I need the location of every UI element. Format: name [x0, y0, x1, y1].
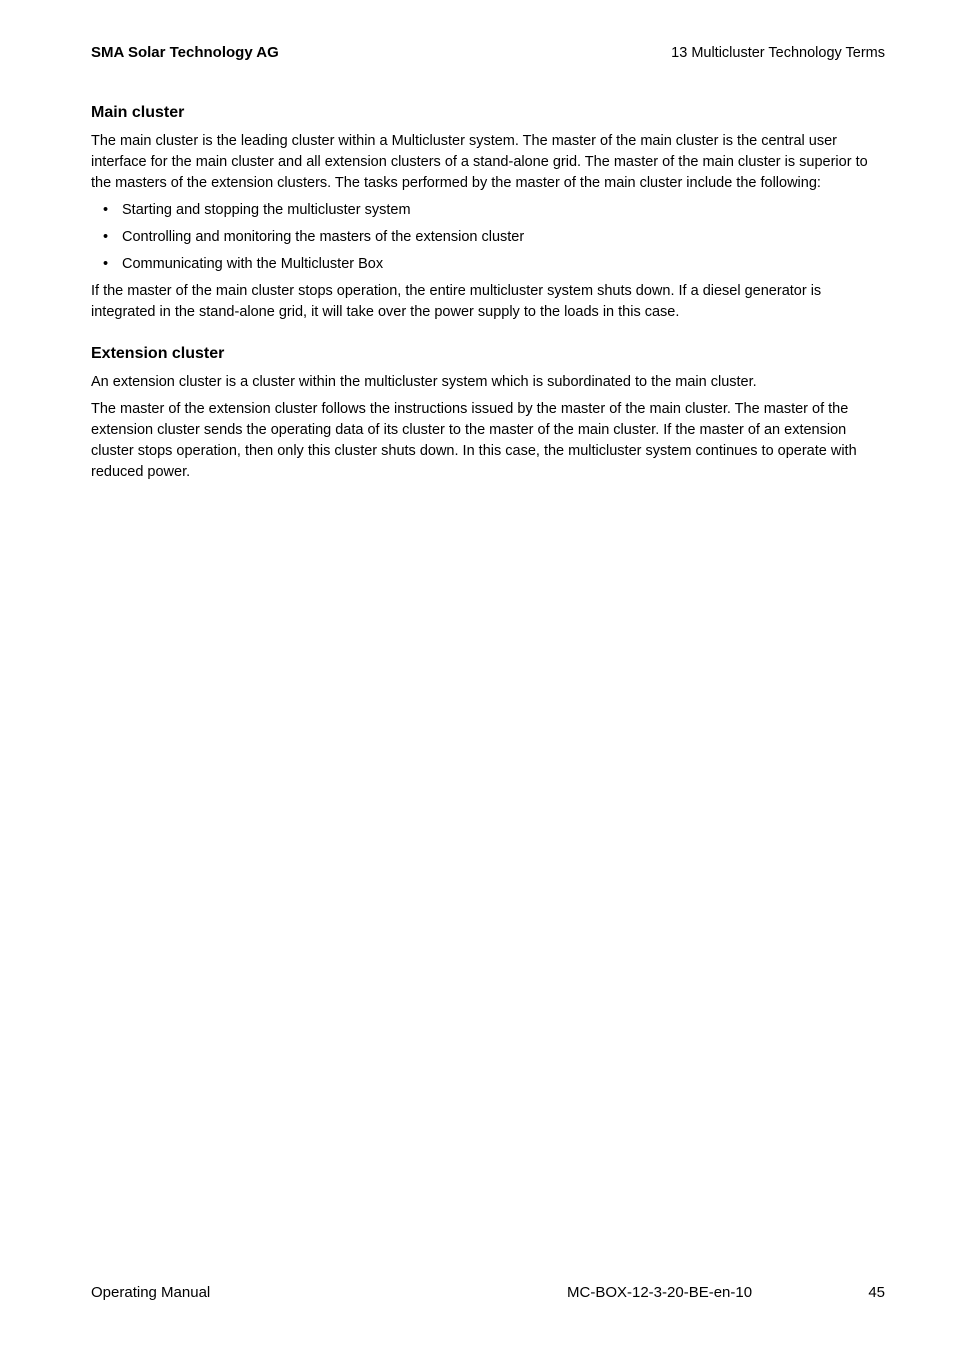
bullet-icon: • — [103, 256, 109, 272]
page-number: 45 — [868, 1284, 885, 1301]
list-item-text: Communicating with the Multicluster Box — [122, 256, 384, 272]
extension-cluster-definition: An extension cluster is a cluster within the multicluster system which is subordinated to the main cluster. — [91, 374, 757, 390]
footer-manual-title: Operating Manual — [91, 1284, 211, 1301]
list-item-text: Starting and stopping the multicluster system — [122, 202, 411, 218]
main-cluster-intro: The main cluster is the leading cluster within a Multicluster system. The master of the main cluster is the central user interface for the main cluster and all extension clusters of a stand-alone grid. The master of the main cluster is superior to the masters of the extension clusters. The tasks performed by the master of the main cluster include the following: — [91, 133, 868, 191]
extension-cluster-description: The master of the extension cluster follows the instructions issued by the master of the main cluster. The master of the extension cluster sends the operating data of its cluster to the master of the main cluster. If the master of an extension cluster stops operation, then only this cluster shuts down. In this case, the multicluster system continues to operate with reduced power. — [91, 401, 857, 480]
page-content — [91, 103, 886, 489]
main-cluster-note: If the master of the main cluster stops operation, the entire multicluster system shuts down. If a diesel generator is integrated in the stand-alone grid, it will take over the power supply to the loads in this case. — [91, 283, 822, 320]
main-cluster-heading: Main cluster — [91, 104, 185, 121]
bullet-icon: • — [103, 229, 109, 245]
list-item-text: Controlling and monitoring the masters of the extension cluster — [122, 229, 525, 245]
list-item — [91, 200, 886, 221]
bullet-icon: • — [103, 202, 109, 218]
main-cluster-task-list — [91, 200, 886, 275]
footer-document-code: MC-BOX-12-3-20-BE-en-10 — [567, 1284, 753, 1301]
header-chapter: 13 Multicluster Technology Terms — [671, 45, 885, 61]
list-item — [91, 227, 886, 248]
list-item — [91, 254, 886, 275]
extension-cluster-heading: Extension cluster — [91, 345, 225, 362]
header-company: SMA Solar Technology AG — [91, 44, 279, 61]
